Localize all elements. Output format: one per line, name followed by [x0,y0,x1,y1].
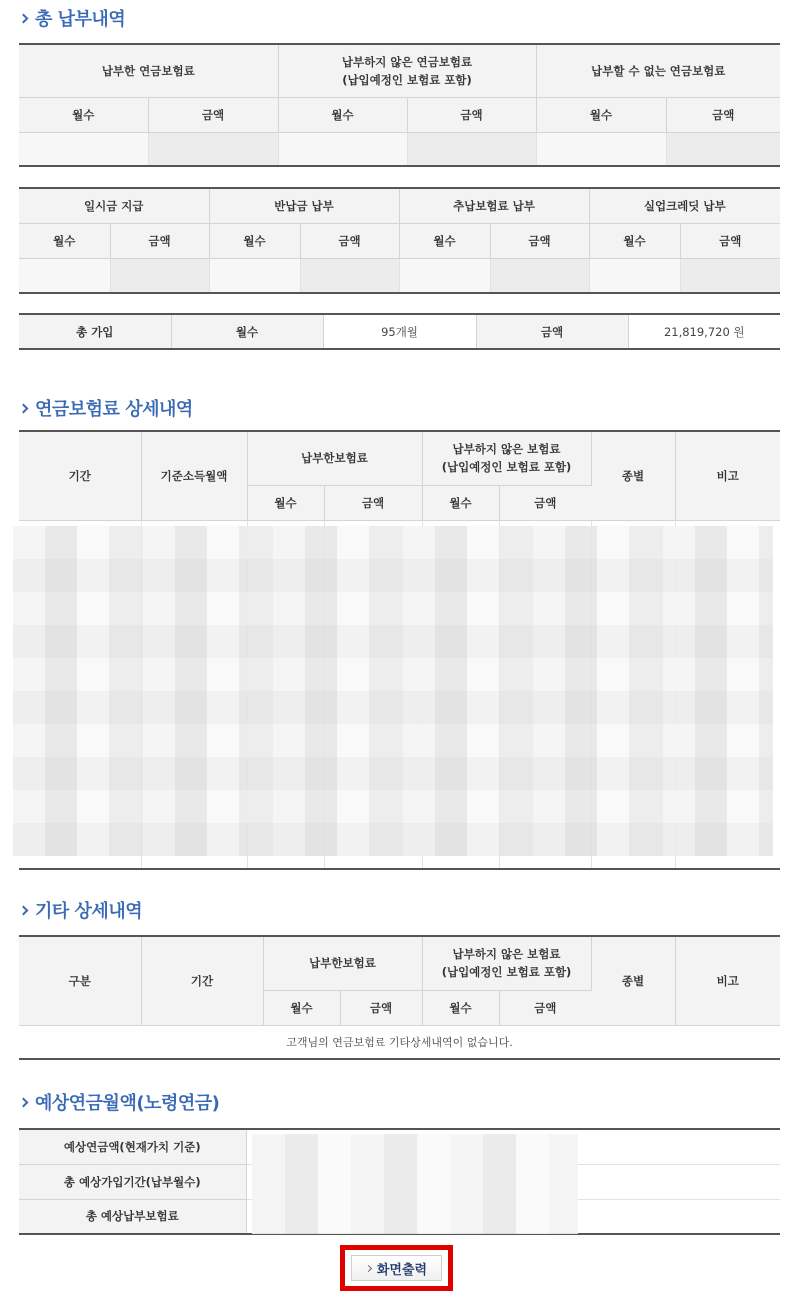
header-amount: 금액 [300,223,399,258]
header-paid: 납부한보험료 [247,431,422,485]
header-amount: 금액 [499,990,591,1025]
redacted-cell [148,132,278,166]
print-screen-button[interactable] [340,1245,453,1291]
header-months: 월수 [19,223,110,258]
header-months: 월수 [399,223,490,258]
header-months: 월수 [422,990,499,1025]
header-unpayable: 납부할 수 없는 연금보험료 [536,44,780,97]
header-amount: 금액 [324,485,422,520]
section-title-detail: 연금보험료 상세내역 [18,396,193,420]
special-payment-table [19,187,780,294]
header-amount: 금액 [499,485,591,520]
header-type: 종별 [591,431,675,520]
section-title-total: 총 납부내역 [18,6,125,30]
header-amount: 금액 [148,97,278,132]
header-paid: 납부한 연금보험료 [19,44,278,97]
other-detail-table [19,935,780,1060]
header-months: 월수 [278,97,407,132]
chevron-right-icon [19,1097,29,1107]
redacted-cell [407,132,536,166]
chevron-right-icon [19,13,29,23]
header-months: 월수 [209,223,300,258]
header-repayment: 반납금 납부 [209,188,399,223]
redacted-cell [490,258,589,293]
total-summary-table [19,313,780,350]
header-months: 월수 [263,990,340,1025]
redacted-cell [110,258,209,293]
header-paid: 납부한보험료 [263,936,422,990]
print-screen-button-face[interactable]: 화면출력 [351,1255,442,1281]
header-period: 기간 [19,431,141,520]
redacted-cell [19,132,148,166]
header-amount: 금액 [340,990,422,1025]
header-amount: 금액 [680,223,780,258]
redacted-detail-data [13,526,773,856]
row-label-expected-premium: 총 예상납부보험료 [19,1199,246,1234]
header-unemployment-credit: 실업크레딧 납부 [589,188,780,223]
summary-amount-label: 금액 [476,314,628,349]
header-months: 월수 [19,97,148,132]
header-months: 월수 [247,485,324,520]
redacted-cell [19,258,110,293]
header-months: 월수 [589,223,680,258]
header-period: 기간 [141,936,263,1025]
chevron-right-icon [19,905,29,915]
row-label-expected-period: 총 예상가입기간(납부월수) [19,1164,246,1199]
summary-months-label: 월수 [171,314,323,349]
header-amount: 금액 [110,223,209,258]
redacted-cell [666,132,780,166]
table-row [19,258,780,293]
summary-label: 총 가입 [19,314,171,349]
chevron-right-icon [365,1264,372,1271]
header-note: 비고 [675,936,780,1025]
header-months: 월수 [536,97,666,132]
header-lump-sum: 일시금 지급 [19,188,209,223]
redacted-cell [399,258,490,293]
header-amount: 금액 [666,97,780,132]
header-unpaid: 납부하지 않은 보험료 (납입예정인 보험료 포함) [422,936,591,990]
redacted-cell [300,258,399,293]
section-title-other: 기타 상세내역 [18,898,142,922]
summary-amount-value: 21,819,720 원 [663,324,745,339]
header-unpaid: 납부하지 않은 보험료 (납입예정인 보험료 포함) [422,431,591,485]
table-row [19,132,780,166]
section-title-expected: 예상연금월액(노령연금) [18,1090,219,1114]
redacted-cell [589,258,680,293]
header-category: 구분 [19,936,141,1025]
header-amount: 금액 [490,223,589,258]
row-label-expected-amount: 예상연금액(현재가치 기준) [19,1129,246,1164]
total-payment-table [19,43,780,167]
empty-message: 고객님의 연금보험료 기타상세내역이 없습니다. [286,1035,513,1049]
header-months: 월수 [422,485,499,520]
header-unpaid: 납부하지 않은 연금보험료 (납입예정인 보험료 포함) [278,44,536,97]
redacted-cell [209,258,300,293]
redacted-cell [680,258,780,293]
redacted-cell [536,132,666,166]
header-amount: 금액 [407,97,536,132]
header-base-income: 기준소득월액 [141,431,247,520]
summary-months-value: 95개월 [323,314,476,349]
header-type: 종별 [591,936,675,1025]
redacted-expected-data [252,1134,578,1234]
chevron-right-icon [19,403,29,413]
header-additional: 추납보험료 납부 [399,188,589,223]
redacted-cell [278,132,407,166]
header-note: 비고 [675,431,780,520]
